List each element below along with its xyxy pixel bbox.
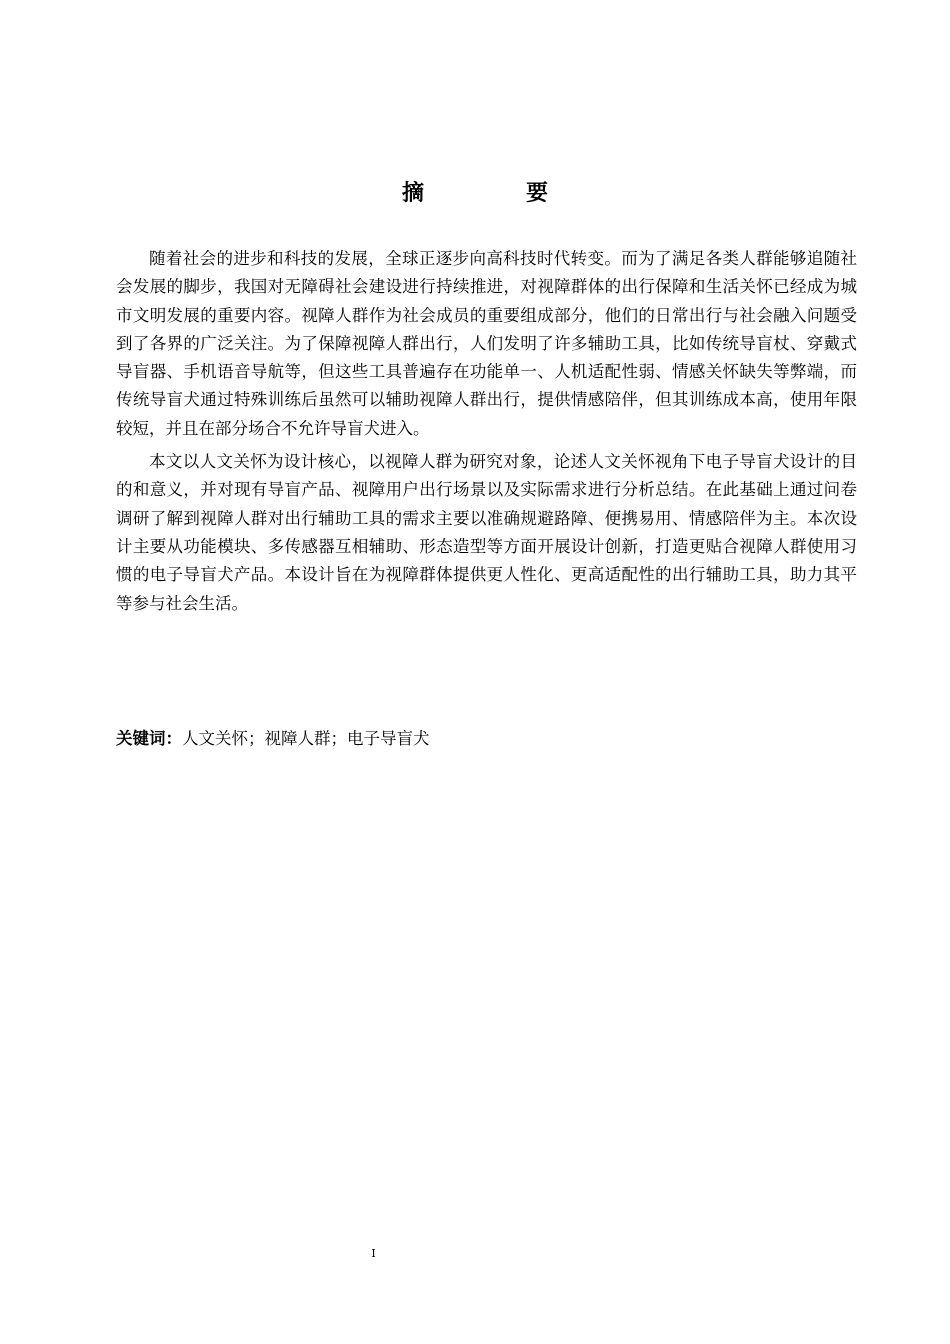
abstract-body [116,245,857,618]
keywords-text: 人文关怀；视障人群；电子导盲犬 [182,729,430,748]
keywords-label: 关键词： [116,729,182,748]
abstract-paragraph-1: 随着社会的进步和科技的发展，全球正逐步向高科技时代转变。而为了满足各类人群能够追随社会发展的脚步，我国对无障碍社会建设进行持续推进，对视障群体的出行保障和生活关怀已经成为城市文明发展的重要内容。视障人群作为社会成员的重要组成部分，他们的日常出行与社会融入问题受到了各界的广泛关注。为了保障视障人群出行，人们发明了许多辅助工具，比如传统导盲杖、穿戴式导盲器、手机语音导航等，但这些工具普遍存在功能单一、人机适配性弱、情感关怀缺失等弊端，而传统导盲犬通过特殊训练后虽然可以辅助视障人群出行，提供情感陪伴，但其训练成本高，使用年限较短，并且在部分场合不允许导盲犬进入。 [116,249,857,438]
abstract-paragraph-2: 本文以人文关怀为设计核心，以视障人群为研究对象，论述人文关怀视角下电子导盲犬设计的目的和意义，并对现有导盲产品、视障用户出行场景以及实际需求进行分析总结。在此基础上通过问卷调研了解到视障人群对出行辅助工具的需求主要以准确规避路障、便携易用、情感陪伴为主。本次设计主要从功能模块、多传感器互相辅助、形态造型等方面开展设计创新，打造更贴合视障人群使用习惯的电子导盲犬产品。本设计旨在为视障群体提供更人性化、更高适配性的出行辅助工具，助力其平等参与社会生活。 [116,452,857,613]
keywords-line [116,725,857,753]
page-title: 摘 要 [401,181,588,206]
page-number: I [371,1247,376,1260]
